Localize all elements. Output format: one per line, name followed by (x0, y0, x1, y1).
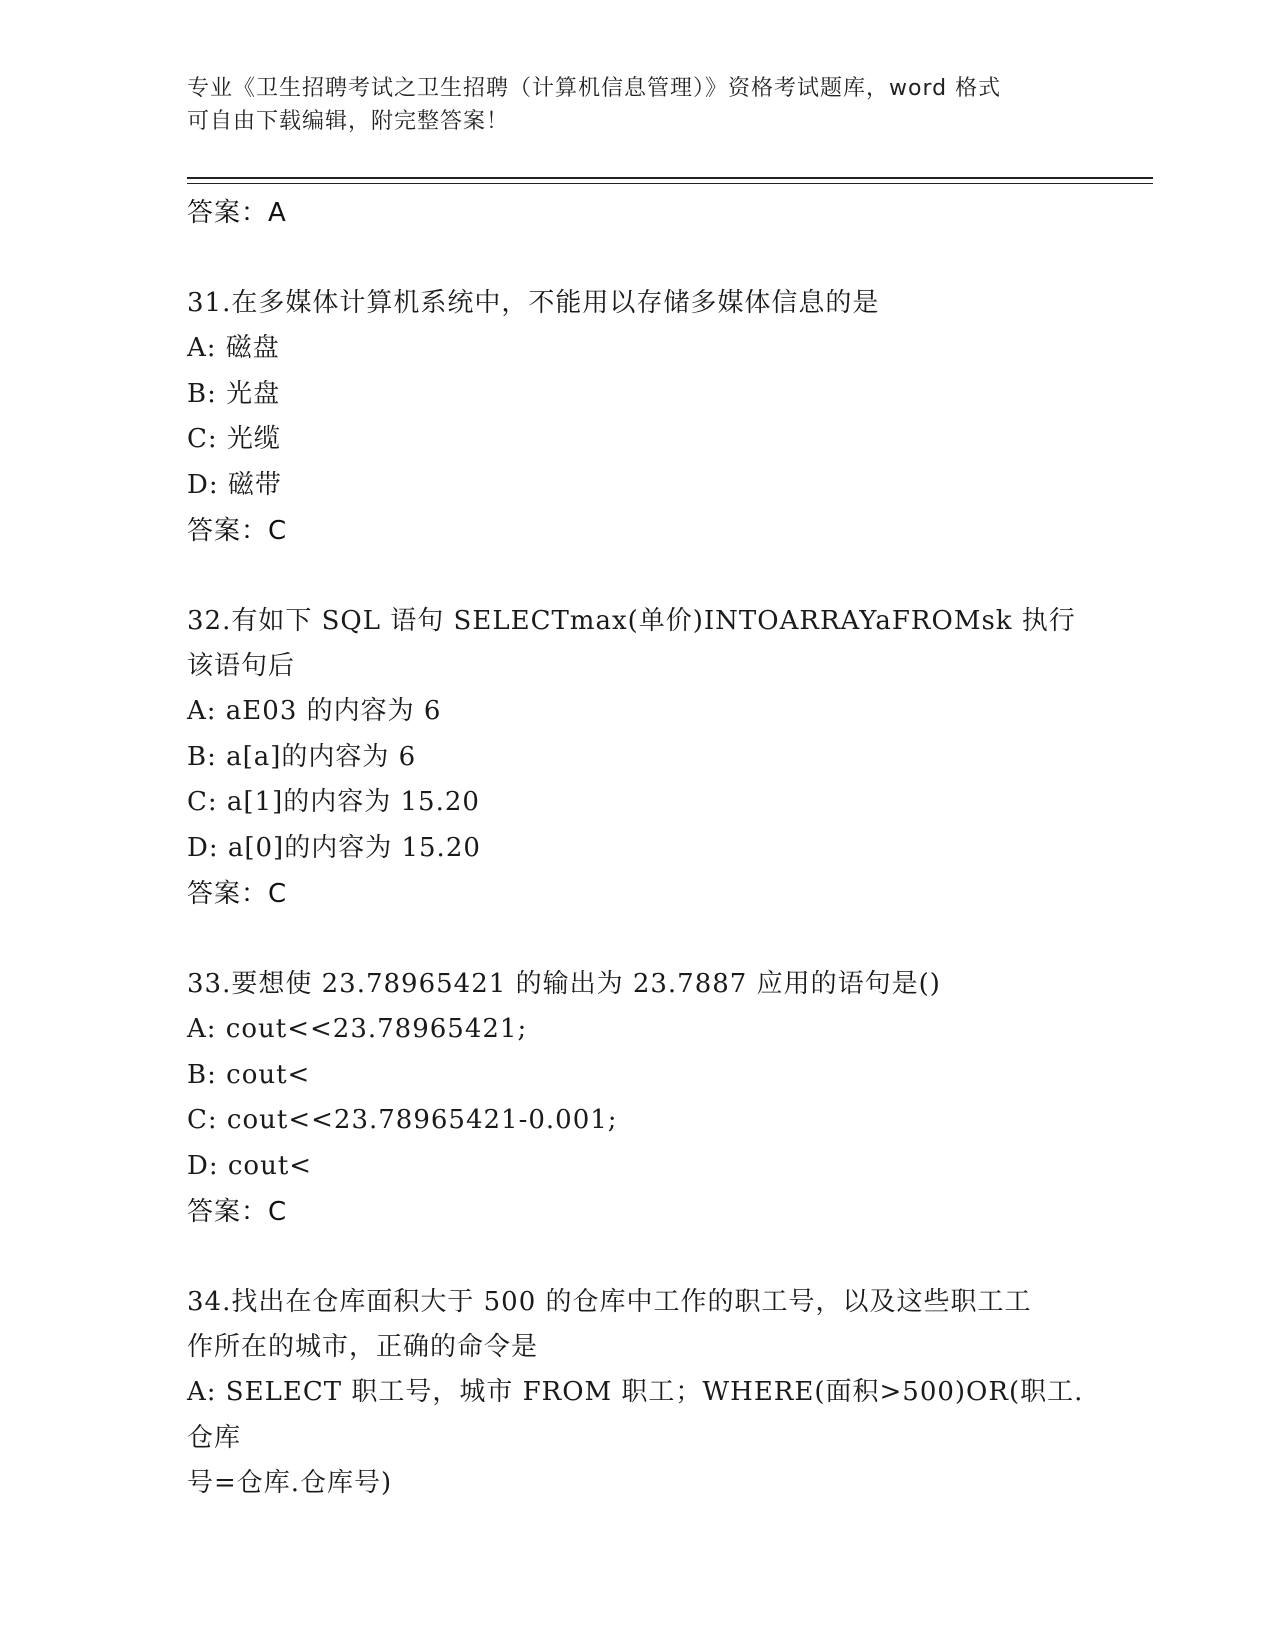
header-rule-thick (187, 177, 1153, 179)
option-a: A: aE03 的内容为 6 (187, 696, 442, 726)
option-b: B: cout< (187, 1059, 311, 1090)
question-stem: 32.有如下 SQL 语句 SELECTmax(单价)INTOARRAYaFROMsk 执行该语句后 (187, 606, 1076, 681)
option-a: A: 磁盘 (187, 333, 280, 363)
answer: 答案：C (187, 879, 288, 909)
header-line-1: 专业《卫生招聘考试之卫生招聘（计算机信息管理）》资格考试题库，word 格式 (187, 76, 1002, 101)
question-33 (187, 962, 1087, 1235)
question-stem: 31.在多媒体计算机系统中，不能用以存储多媒体信息的是 (187, 288, 880, 318)
question-32 (187, 599, 1087, 917)
option-d: D: 磁带 (187, 469, 282, 500)
header-rule-thin (187, 183, 1153, 184)
question-31 (187, 281, 1087, 554)
answer: 答案：C (187, 516, 288, 546)
option-d: D: a[0]的内容为 15.20 (187, 832, 481, 863)
option-a-line-2: 号=仓库.仓库号) (187, 1468, 393, 1498)
option-a: A: cout<<23.78965421; (187, 1014, 528, 1044)
question-stem-line-1: 34.找出在仓库面积大于 500 的仓库中工作的职工号，以及这些职工工 (187, 1287, 1032, 1317)
option-b: B: 光盘 (187, 378, 281, 409)
question-stem: 33.要想使 23.78965421 的输出为 23.7887 应用的语句是() (187, 969, 941, 999)
option-c: C: a[1]的内容为 15.20 (187, 787, 480, 817)
option-c: C: cout<<23.78965421-0.001; (187, 1105, 618, 1135)
document-header (187, 72, 1087, 138)
question-stem-line-2: 作所在的城市，正确的命令是 (187, 1332, 539, 1362)
previous-answer: 答案：A (187, 198, 287, 228)
question-list (187, 190, 1087, 1507)
option-b: B: a[a]的内容为 6 (187, 741, 417, 772)
option-c: C: 光缆 (187, 424, 281, 454)
option-a-line-1: A: SELECT 职工号，城市 FROM 职工；WHERE(面积>500)OR(职工.仓库 (187, 1377, 1084, 1453)
question-34 (187, 1280, 1087, 1507)
answer: 答案：C (187, 1197, 288, 1227)
option-d: D: cout< (187, 1150, 313, 1181)
header-line-2: 可自由下载编辑，附完整答案！ (187, 109, 510, 134)
